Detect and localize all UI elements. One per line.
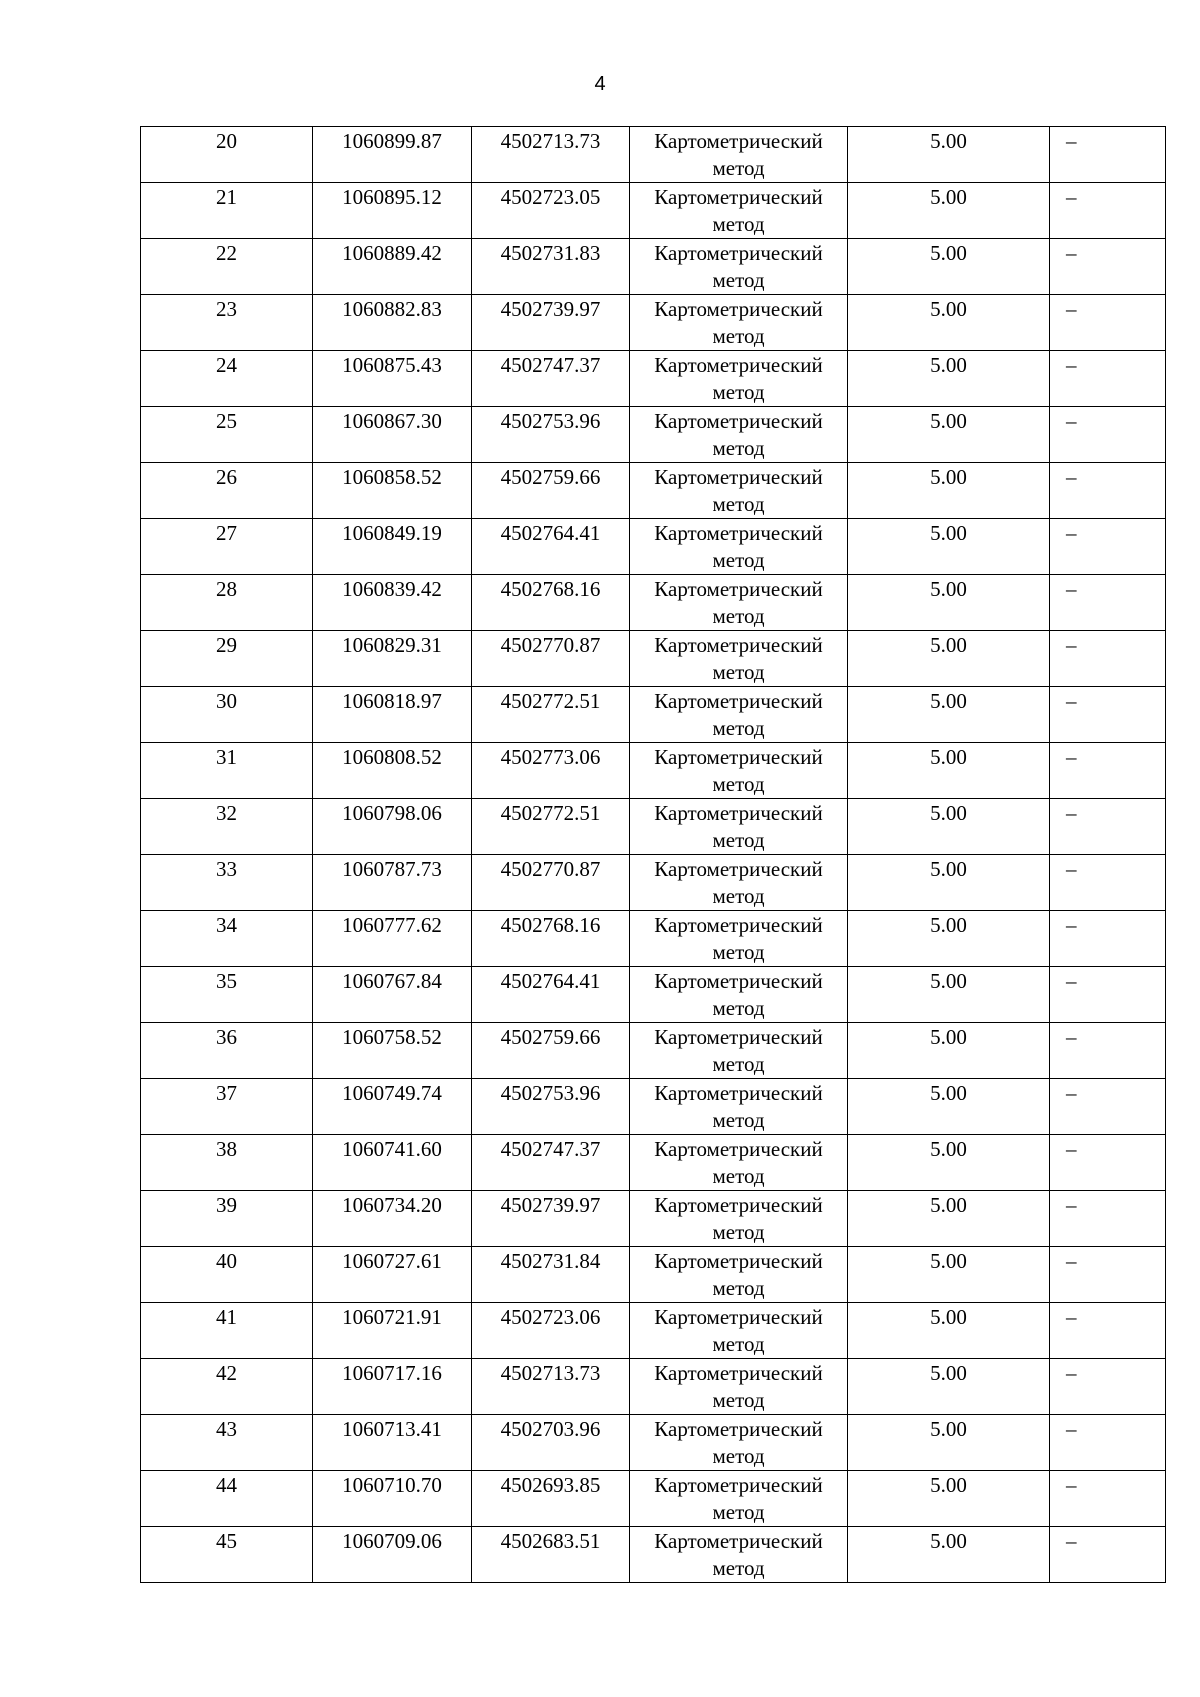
x-coordinate-cell: 1060713.41: [313, 1415, 472, 1471]
method-cell: Картометрический метод: [630, 1415, 848, 1471]
table-row: [141, 1191, 1166, 1247]
x-coordinate-cell: 1060849.19: [313, 519, 472, 575]
point-number-cell: 37: [141, 1079, 313, 1135]
accuracy-cell: 5.00: [848, 1359, 1050, 1415]
method-cell: Картометрический метод: [630, 855, 848, 911]
accuracy-cell: 5.00: [848, 183, 1050, 239]
method-cell: Картометрический метод: [630, 575, 848, 631]
x-coordinate-cell: 1060727.61: [313, 1247, 472, 1303]
table-row: [141, 127, 1166, 183]
x-coordinate-cell: 1060889.42: [313, 239, 472, 295]
y-coordinate-cell: 4502739.97: [472, 1191, 630, 1247]
accuracy-cell: 5.00: [848, 1303, 1050, 1359]
accuracy-cell: 5.00: [848, 1023, 1050, 1079]
method-cell: Картометрический метод: [630, 1527, 848, 1583]
y-coordinate-cell: 4502731.84: [472, 1247, 630, 1303]
accuracy-cell: 5.00: [848, 239, 1050, 295]
point-number-cell: 20: [141, 127, 313, 183]
table-row: [141, 911, 1166, 967]
accuracy-cell: 5.00: [848, 1471, 1050, 1527]
method-cell: Картометрический метод: [630, 911, 848, 967]
y-coordinate-cell: 4502723.05: [472, 183, 630, 239]
description-cell: –: [1050, 967, 1166, 1023]
table-row: [141, 687, 1166, 743]
table-row: [141, 239, 1166, 295]
y-coordinate-cell: 4502747.37: [472, 1135, 630, 1191]
description-cell: –: [1050, 1359, 1166, 1415]
y-coordinate-cell: 4502773.06: [472, 743, 630, 799]
description-cell: –: [1050, 1023, 1166, 1079]
x-coordinate-cell: 1060899.87: [313, 127, 472, 183]
method-cell: Картометрический метод: [630, 1247, 848, 1303]
x-coordinate-cell: 1060767.84: [313, 967, 472, 1023]
x-coordinate-cell: 1060875.43: [313, 351, 472, 407]
point-number-cell: 38: [141, 1135, 313, 1191]
description-cell: –: [1050, 1247, 1166, 1303]
y-coordinate-cell: 4502739.97: [472, 295, 630, 351]
method-cell: Картометрический метод: [630, 1135, 848, 1191]
description-cell: –: [1050, 743, 1166, 799]
point-number-cell: 30: [141, 687, 313, 743]
point-number-cell: 40: [141, 1247, 313, 1303]
description-cell: –: [1050, 1191, 1166, 1247]
accuracy-cell: 5.00: [848, 799, 1050, 855]
accuracy-cell: 5.00: [848, 967, 1050, 1023]
y-coordinate-cell: 4502772.51: [472, 687, 630, 743]
point-number-cell: 35: [141, 967, 313, 1023]
x-coordinate-cell: 1060895.12: [313, 183, 472, 239]
point-number-cell: 41: [141, 1303, 313, 1359]
x-coordinate-cell: 1060710.70: [313, 1471, 472, 1527]
accuracy-cell: 5.00: [848, 1247, 1050, 1303]
y-coordinate-cell: 4502764.41: [472, 519, 630, 575]
table-row: [141, 967, 1166, 1023]
y-coordinate-cell: 4502772.51: [472, 799, 630, 855]
y-coordinate-cell: 4502747.37: [472, 351, 630, 407]
coordinates-table: [140, 126, 1166, 1583]
table-row: [141, 1359, 1166, 1415]
method-cell: Картометрический метод: [630, 1191, 848, 1247]
description-cell: –: [1050, 911, 1166, 967]
point-number-cell: 34: [141, 911, 313, 967]
point-number-cell: 36: [141, 1023, 313, 1079]
table-row: [141, 519, 1166, 575]
accuracy-cell: 5.00: [848, 911, 1050, 967]
description-cell: –: [1050, 855, 1166, 911]
table-row: [141, 1247, 1166, 1303]
x-coordinate-cell: 1060787.73: [313, 855, 472, 911]
x-coordinate-cell: 1060777.62: [313, 911, 472, 967]
method-cell: Картометрический метод: [630, 239, 848, 295]
accuracy-cell: 5.00: [848, 407, 1050, 463]
point-number-cell: 31: [141, 743, 313, 799]
y-coordinate-cell: 4502703.96: [472, 1415, 630, 1471]
point-number-cell: 21: [141, 183, 313, 239]
description-cell: –: [1050, 1303, 1166, 1359]
method-cell: Картометрический метод: [630, 799, 848, 855]
method-cell: Картометрический метод: [630, 127, 848, 183]
description-cell: –: [1050, 1527, 1166, 1583]
table-row: [141, 575, 1166, 631]
table-body: [141, 127, 1166, 1583]
point-number-cell: 29: [141, 631, 313, 687]
y-coordinate-cell: 4502770.87: [472, 631, 630, 687]
description-cell: –: [1050, 1135, 1166, 1191]
table-row: [141, 351, 1166, 407]
method-cell: Картометрический метод: [630, 631, 848, 687]
x-coordinate-cell: 1060829.31: [313, 631, 472, 687]
description-cell: –: [1050, 407, 1166, 463]
accuracy-cell: 5.00: [848, 1415, 1050, 1471]
table-row: [141, 1023, 1166, 1079]
x-coordinate-cell: 1060721.91: [313, 1303, 472, 1359]
method-cell: Картометрический метод: [630, 407, 848, 463]
table-row: [141, 1135, 1166, 1191]
table-row: [141, 631, 1166, 687]
y-coordinate-cell: 4502768.16: [472, 575, 630, 631]
x-coordinate-cell: 1060741.60: [313, 1135, 472, 1191]
accuracy-cell: 5.00: [848, 1527, 1050, 1583]
table-row: [141, 1527, 1166, 1583]
method-cell: Картометрический метод: [630, 351, 848, 407]
accuracy-cell: 5.00: [848, 855, 1050, 911]
y-coordinate-cell: 4502683.51: [472, 1527, 630, 1583]
method-cell: Картометрический метод: [630, 1023, 848, 1079]
x-coordinate-cell: 1060858.52: [313, 463, 472, 519]
y-coordinate-cell: 4502713.73: [472, 1359, 630, 1415]
method-cell: Картометрический метод: [630, 1079, 848, 1135]
point-number-cell: 27: [141, 519, 313, 575]
table-row: [141, 1303, 1166, 1359]
point-number-cell: 33: [141, 855, 313, 911]
description-cell: –: [1050, 183, 1166, 239]
table-row: [141, 1415, 1166, 1471]
x-coordinate-cell: 1060749.74: [313, 1079, 472, 1135]
method-cell: Картометрический метод: [630, 687, 848, 743]
method-cell: Картометрический метод: [630, 1359, 848, 1415]
y-coordinate-cell: 4502723.06: [472, 1303, 630, 1359]
accuracy-cell: 5.00: [848, 575, 1050, 631]
description-cell: –: [1050, 631, 1166, 687]
point-number-cell: 24: [141, 351, 313, 407]
description-cell: –: [1050, 463, 1166, 519]
method-cell: Картометрический метод: [630, 295, 848, 351]
x-coordinate-cell: 1060734.20: [313, 1191, 472, 1247]
y-coordinate-cell: 4502759.66: [472, 463, 630, 519]
accuracy-cell: 5.00: [848, 127, 1050, 183]
point-number-cell: 23: [141, 295, 313, 351]
accuracy-cell: 5.00: [848, 631, 1050, 687]
accuracy-cell: 5.00: [848, 351, 1050, 407]
x-coordinate-cell: 1060818.97: [313, 687, 472, 743]
y-coordinate-cell: 4502759.66: [472, 1023, 630, 1079]
point-number-cell: 44: [141, 1471, 313, 1527]
accuracy-cell: 5.00: [848, 743, 1050, 799]
description-cell: –: [1050, 1079, 1166, 1135]
method-cell: Картометрический метод: [630, 519, 848, 575]
accuracy-cell: 5.00: [848, 519, 1050, 575]
point-number-cell: 45: [141, 1527, 313, 1583]
y-coordinate-cell: 4502731.83: [472, 239, 630, 295]
point-number-cell: 25: [141, 407, 313, 463]
y-coordinate-cell: 4502768.16: [472, 911, 630, 967]
table-row: [141, 799, 1166, 855]
x-coordinate-cell: 1060867.30: [313, 407, 472, 463]
y-coordinate-cell: 4502693.85: [472, 1471, 630, 1527]
method-cell: Картометрический метод: [630, 1303, 848, 1359]
description-cell: –: [1050, 295, 1166, 351]
method-cell: Картометрический метод: [630, 463, 848, 519]
x-coordinate-cell: 1060882.83: [313, 295, 472, 351]
point-number-cell: 28: [141, 575, 313, 631]
method-cell: Картометрический метод: [630, 183, 848, 239]
y-coordinate-cell: 4502753.96: [472, 1079, 630, 1135]
table-row: [141, 743, 1166, 799]
description-cell: –: [1050, 351, 1166, 407]
x-coordinate-cell: 1060798.06: [313, 799, 472, 855]
x-coordinate-cell: 1060709.06: [313, 1527, 472, 1583]
x-coordinate-cell: 1060758.52: [313, 1023, 472, 1079]
table-row: [141, 407, 1166, 463]
table-row: [141, 855, 1166, 911]
accuracy-cell: 5.00: [848, 1191, 1050, 1247]
x-coordinate-cell: 1060839.42: [313, 575, 472, 631]
accuracy-cell: 5.00: [848, 295, 1050, 351]
x-coordinate-cell: 1060717.16: [313, 1359, 472, 1415]
table-row: [141, 295, 1166, 351]
description-cell: –: [1050, 239, 1166, 295]
point-number-cell: 22: [141, 239, 313, 295]
point-number-cell: 39: [141, 1191, 313, 1247]
description-cell: –: [1050, 127, 1166, 183]
table-row: [141, 463, 1166, 519]
y-coordinate-cell: 4502770.87: [472, 855, 630, 911]
description-cell: –: [1050, 1415, 1166, 1471]
method-cell: Картометрический метод: [630, 743, 848, 799]
table-row: [141, 183, 1166, 239]
point-number-cell: 42: [141, 1359, 313, 1415]
point-number-cell: 26: [141, 463, 313, 519]
method-cell: Картометрический метод: [630, 967, 848, 1023]
point-number-cell: 32: [141, 799, 313, 855]
description-cell: –: [1050, 687, 1166, 743]
y-coordinate-cell: 4502764.41: [472, 967, 630, 1023]
accuracy-cell: 5.00: [848, 687, 1050, 743]
y-coordinate-cell: 4502713.73: [472, 127, 630, 183]
page-number: 4: [594, 73, 606, 95]
description-cell: –: [1050, 799, 1166, 855]
description-cell: –: [1050, 1471, 1166, 1527]
x-coordinate-cell: 1060808.52: [313, 743, 472, 799]
table-row: [141, 1471, 1166, 1527]
y-coordinate-cell: 4502753.96: [472, 407, 630, 463]
method-cell: Картометрический метод: [630, 1471, 848, 1527]
point-number-cell: 43: [141, 1415, 313, 1471]
accuracy-cell: 5.00: [848, 1135, 1050, 1191]
description-cell: –: [1050, 575, 1166, 631]
accuracy-cell: 5.00: [848, 463, 1050, 519]
accuracy-cell: 5.00: [848, 1079, 1050, 1135]
table-row: [141, 1079, 1166, 1135]
description-cell: –: [1050, 519, 1166, 575]
